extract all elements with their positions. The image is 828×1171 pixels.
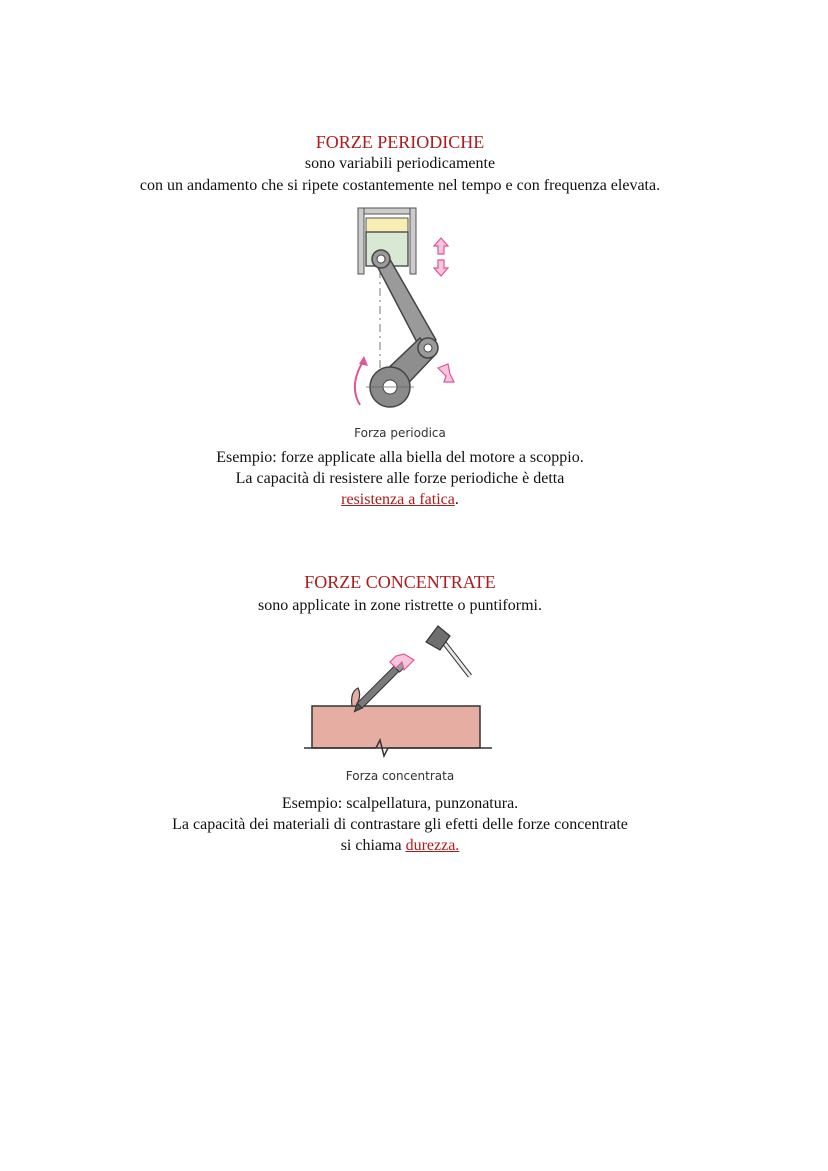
piston-connecting-rod-figure — [330, 200, 470, 420]
motion-arrow-icon — [438, 364, 454, 382]
section1-title: FORZE PERIODICHE — [315, 132, 485, 152]
section2-title: FORZE CONCENTRATE — [304, 572, 496, 592]
section1-description: con un andamento che si ripete costantemente nel tempo e con frequenza elevata. — [139, 177, 661, 194]
section1-capacity: La capacità di resistere alle forze periodiche è detta — [235, 470, 565, 487]
resistance-term-link[interactable]: resistenza a fatica — [341, 491, 455, 508]
section1-example: Esempio: forze applicate alla biella del motore a scoppio. — [216, 449, 584, 466]
section2-figure-caption: Forza concentrata — [345, 769, 455, 783]
wood-block — [312, 706, 480, 748]
rotation-arrow-icon — [355, 360, 364, 405]
section1-figure-caption: Forza periodica — [354, 426, 446, 440]
section1-subtitle: sono variabili periodicamente — [304, 155, 496, 172]
section2-term-line — [0, 836, 800, 856]
hardness-term-link[interactable]: durezza. — [405, 837, 460, 854]
chisel-hammer-figure — [300, 618, 500, 768]
section1-term-suffix: . — [454, 491, 459, 508]
section2-capacity: La capacità dei materiali di contrastare gli efetti delle forze concentrate — [172, 816, 628, 833]
piston — [366, 218, 408, 232]
hammer — [426, 626, 470, 676]
up-down-arrows-icon — [434, 238, 448, 276]
section2-term-prefix: si chiama — [340, 837, 406, 854]
section1-term-line — [0, 490, 800, 510]
section2-example: Esempio: scalpellatura, punzonatura. — [281, 795, 519, 812]
section2-subtitle: sono applicate in zone ristrette o puntiformi. — [258, 597, 542, 614]
